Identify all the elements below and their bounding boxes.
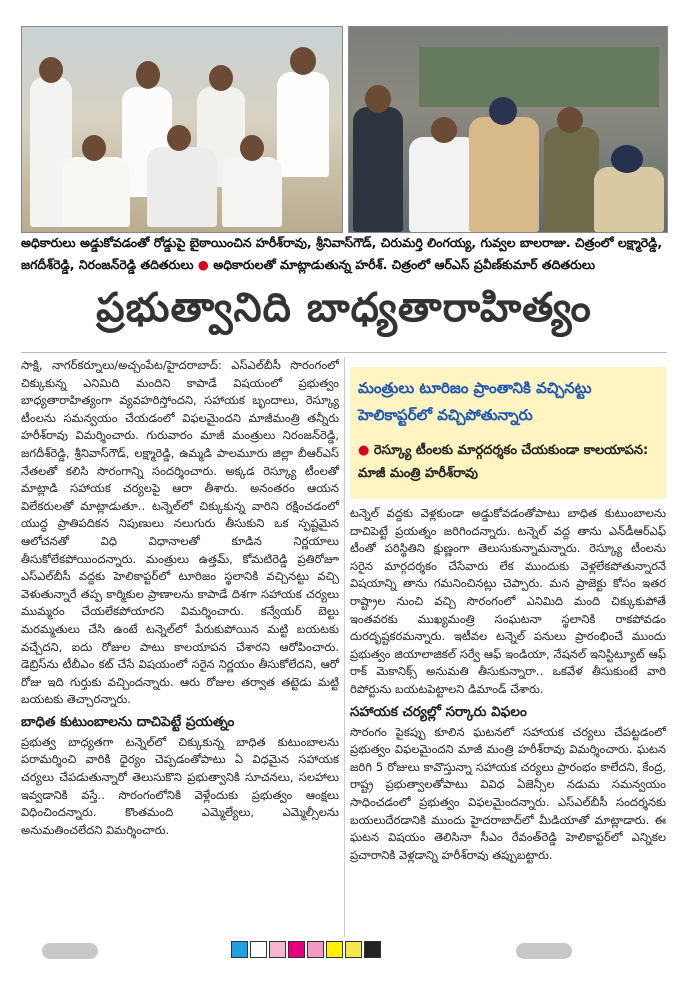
- article-paragraph: టన్నెల్‌ వద్దకు వెళ్లకుండా అడ్డుకోవడంతోపాటు బాధిత కుటుంబాలను దాచిపెట్టే ప్రయత్నం జరిగిందన్నారు. టన్నెల్‌ వద్ద తాను ఎన్‌డీఆర్‌ఎఫ్‌ టీంతో పరిస్థితిని క్షుణ్ణంగా తెలుసుకున్నామన్నారు. రెస్క్యూ టీంలను సరైన మార్గదర్శకం చేసేవారు లేక ముందుకు వెళ్లలేకపోతున్నారనే విషయాన్ని తాను గమనించినట్లు చెప్పారు. మన ప్రాజెక్టు కోసం ఇతర రాష్ట్రాల నుంచి వచ్చి సొరంగంలో ఎనిమిది మంది చిక్కుకుపోతే ఇంతవరకు ముఖ్యమంత్రి సంఘటనా స్థలానికి రాకపోవడం దురదృష్టకరమన్నారు. ఇటీవల టన్నెల్‌ పనులు ప్రారంభించే ముందు ప్రభుత్వం జియాలాజికల్‌ సర్వే ఆఫ్‌ ఇండియా, నేషనల్‌ ఇనిస్టిట్యూట్‌ ఆఫ్‌ రాక్‌ మెకానిక్స్‌ అనుమతి తీసుకున్నారా.. ఒకవేళ తీసుకుంటే వారి రిపోర్టును బయటపెట్టాలని డిమాండ్‌ చేశారు.: [350, 506, 666, 696]
- photo-harish-talking-officers: [348, 26, 668, 233]
- person-head: [290, 47, 316, 75]
- color-swatch: [345, 941, 362, 958]
- caption-bullet: ●: [197, 257, 209, 272]
- person-figure: [277, 72, 329, 177]
- article-paragraph: సొరంగం పైకప్పు కూలిన ఘటనలో సహాయక చర్యలు చేపట్టడంలో ప్రభుత్వం విఫలమైందని మాజీ మంత్రి హరీశ్‌రావు విమర్శించారు. ఘటన జరిగి 5 రోజులు కావొస్తున్నా సహాయక చర్యలు ప్రారంభం కాలేదని, కేంద్ర, రాష్ట్ర ప్రభుత్వాలతోపాటు వివిధ ఏజెన్సీల నడుమ సమన్వయం సాధించడంలో ప్రభుత్వం విఫలమైందన్నారు. ఎస్‌ఎల్‌బీసీ సందర్శనకు బయలుదేరడానికి ముందు హైదరాబాద్‌లో మీడియాతో మాట్లాడారు. ఈ ఘటన విషయం తెలిసినా సీఎం రేవంత్‌రెడ్డి హెలికాప్టర్‌లో ఎన్నికల ప్రచారానికి వెళ్లడాన్ని హరీశ్‌రావు తప్పుబట్టారు.: [350, 724, 666, 862]
- registration-mark-left: [42, 943, 98, 959]
- left-column: [21, 357, 339, 839]
- color-swatch: [269, 941, 286, 958]
- callout-headline: మంత్రులు టూరిజం ప్రాంతానికి వచ్చినట్టు హెలికాప్టర్‌లో వచ్చిపోతున్నారు: [358, 379, 592, 424]
- person-head: [209, 65, 233, 91]
- subheading: సహాయక చర్యల్లో సర్కారు విఫలం: [350, 703, 527, 720]
- person-head: [240, 135, 264, 161]
- right-column: [350, 505, 666, 864]
- article-paragraph: సాక్షి, నాగర్‌కర్నూలు/అచ్చంపేట/హైదరాబాద్‌: ఎస్‌ఎల్‌బీసీ సొరంగంలో చిక్కుకున్న ఎనిమిది మందిని కాపాడే విషయంలో ప్రభుత్వం బాధ్యతారాహిత్యంగా వ్యవహరిస్తోందని, సహాయక బృందాలు, రెస్క్యూ టీంలను సమన్వయం చేయడంలో విఫలమైందని మాజీమంత్రి తన్నీరు హరీశ్‌రావు విమర్శించారు. గురువారం మాజీ మంత్రులు నిరంజన్‌రెడ్డి, జగదీశ్‌రెడ్డి, శ్రీనివాస్‌గౌడ్, లక్ష్మారెడ్డి, ఉమ్మడి పాలమూరు జిల్లా బీఆర్‌ఎస్‌ నేతలతో కలిసి సొరంగాన్ని సందర్శించారు. అక్కడ రెస్క్యూ టీంలతో మాట్లాడి సహాయక చర్యలపై ఆరా తీశారు. అనంతరం ఆయన విలేకరులతో మాట్లాడుతూ.. టన్నెల్‌లో చిక్కుకున్న వారిని రక్షించడంలో యుద్ధ ప్రాతిపదికన నిపుణులు నలుగురు తీసుకుని ఒక స్పష్టమైన ఆలోచనతో విధి విధానాలతో కూడిన నిర్ణయాలు తీసుకోలేకపోయిందన్నారు. మంత్రులు ఉత్తమ్, కోమటిరెడ్డి ప్రతిరోజూ ఎస్‌ఎల్‌బీసీ వద్దకు హెలికాప్టర్‌లో టూరిజం స్థలానికి వచ్చినట్టు వచ్చి వెళుతున్నారే తప్ప కార్మికుల ప్రాణాలను కాపాడే దిశగా సహాయక చర్యలు ముమ్మరం చేయలేకపోయారని విమర్శించారు. కన్వేయర్‌ బెల్టు మరమ్మతులు చేసి ఉంటే టన్నెల్‌లో పేరుకుపోయిన మట్టి బయటకు వచ్చేదని, ఐదు రోజుల పాటు కాలయాపన చేశారని ఆరోపించారు. డెబ్రిస్‌ను టీబీఎం కట్‌ చేసే విషయంలో సరైన నిర్ణయం తీసుకోలేదని, ఆరో రోజు ఇది గుర్తుకు వచ్చిందన్నారు. ఆరు రోజుల తర్వాత తట్టెడు మట్టి బయటకు తెచ్చారన్నారు.: [21, 358, 339, 707]
- divider: [21, 352, 667, 353]
- person-head: [611, 145, 643, 173]
- person-figure: [147, 147, 217, 227]
- color-swatch: [364, 941, 381, 958]
- person-head: [431, 117, 457, 143]
- article-paragraph: ప్రభుత్వ బాధ్యతగా టన్నెల్‌లో చిక్కుకున్న బాధిత కుటుంబాలను పరామర్శించి వారికి ధైర్యం చెప్పడంతోపాటు ఏ విధమైన సహాయక చర్యలు చేపడుతున్నారో తెలుసుకొని ప్రభుత్వానికి సూచనలు, సలహాలు ఇవ్వడానికి వస్తే.. సొరంగంలోనికి వెళ్లేందుకు ప్రభుత్వం ఆంక్షలు విధించిందన్నారు. కొంతమంది ఎమ్మెల్యేలు, ఎమ్మెల్సీలను అనుమతించలేదని విమర్శించారు.: [21, 734, 339, 837]
- callout-subtext: [358, 439, 658, 485]
- photo-caption: [21, 232, 667, 276]
- person-head: [39, 57, 63, 83]
- tent-background: [419, 47, 659, 107]
- person-head: [557, 107, 583, 133]
- caption-part-2: అధికారులతో మాట్లాడుతున్న హరీశ్‌. చిత్రంలో ఆర్‌ఎస్‌ ప్రవీణ్‌కుమార్‌ తదితరులు: [213, 257, 596, 272]
- color-swatch: [307, 941, 324, 958]
- callout-subtext-label: రెస్క్యూ టీంలకు మార్గదర్శకం చేయకుండా కాలయాపన: మాజీ మంత్రి హరీశ్‌రావు: [358, 443, 649, 481]
- color-swatch: [326, 941, 343, 958]
- caption-part-1: అధికారులు అడ్డుకోవడంతో రోడ్డుపై బైఠాయించిన హరీశ్‌రావు, శ్రీనివాస్‌గౌడ్, చిరుమర్తి లింగయ్య, గువ్వల బాలరాజు. చిత్రంలో లక్ష్మారెడ్డి, జగదీశ్‌రెడ్డి, నిరంజన్‌రెడ్డి తదితరులు: [21, 235, 663, 272]
- person-figure: [469, 117, 539, 232]
- person-figure: [594, 167, 664, 232]
- person-head: [489, 97, 517, 125]
- color-swatch: [231, 941, 248, 958]
- callout-bullet: ●: [358, 443, 370, 458]
- person-head: [136, 61, 160, 89]
- person-head: [365, 85, 391, 113]
- column-divider: [344, 357, 345, 937]
- person-figure: [222, 157, 282, 227]
- person-figure: [62, 157, 130, 227]
- callout-box: [350, 367, 666, 499]
- registration-mark-right: [516, 943, 572, 959]
- headline: ప్రభుత్వానిది బాధ్యతారాహిత్యం: [96, 285, 592, 331]
- photo-protest-sitting-road: [21, 26, 343, 233]
- color-swatch: [250, 941, 267, 958]
- person-head: [167, 125, 191, 151]
- color-swatch: [288, 941, 305, 958]
- person-figure: [544, 127, 599, 232]
- person-figure: [353, 107, 403, 232]
- subheading: బాధిత కుటుంబాలను దాచిపెట్టే ప్రయత్నం: [21, 713, 235, 730]
- person-head: [82, 135, 106, 161]
